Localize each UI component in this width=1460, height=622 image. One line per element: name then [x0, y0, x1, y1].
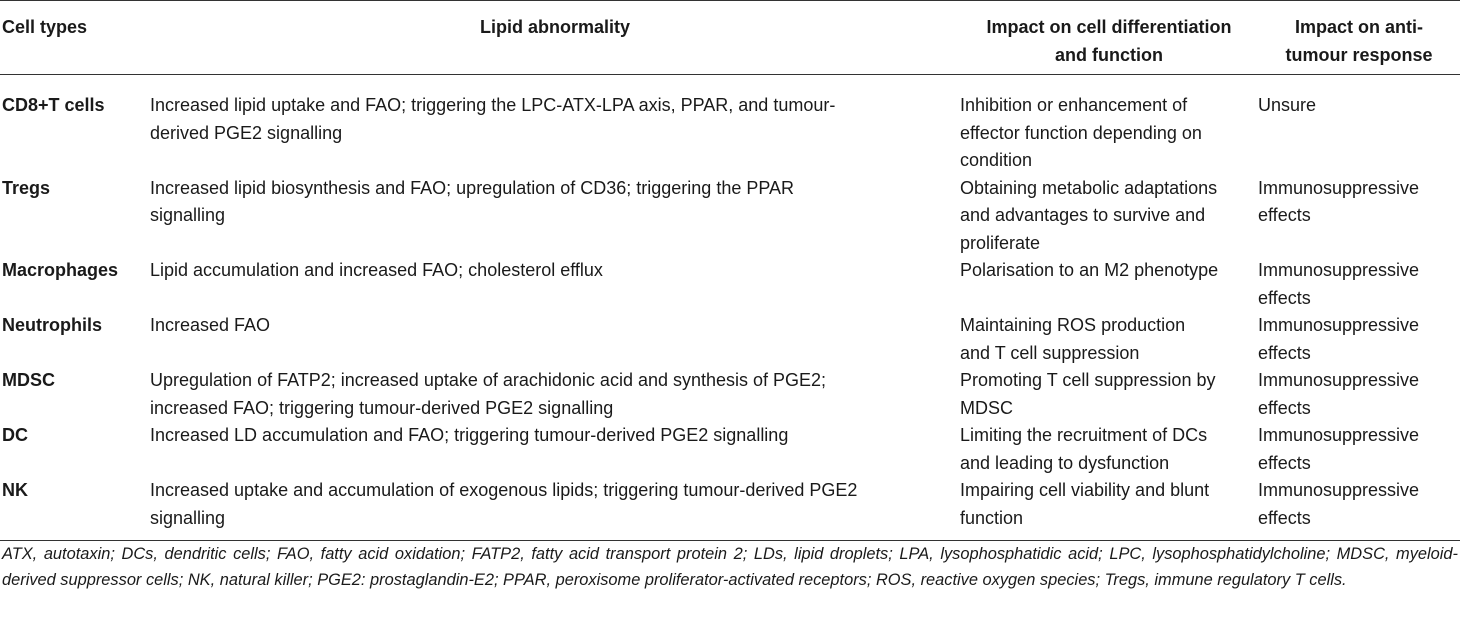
lipid-abnormality-cell: [150, 477, 960, 541]
differentiation-impact-cell-line: Obtaining metabolic adaptations: [960, 177, 1218, 198]
lipid-abnormality-cell: [150, 175, 960, 258]
anti-tumour-impact-cell: [1258, 75, 1460, 175]
lipid-abnormality-cell-line: signalling: [150, 205, 226, 225]
cell-type-name: NK: [0, 477, 150, 541]
table-row: [0, 312, 1460, 367]
differentiation-impact-cell-line: Maintaining ROS production: [960, 315, 1186, 335]
table-row: [0, 257, 1460, 312]
differentiation-impact-cell-line: condition: [960, 150, 1033, 170]
differentiation-impact-cell-line: MDSC: [960, 397, 1013, 418]
cell-type-name: CD8+T cells: [2, 95, 105, 115]
differentiation-impact-cell-line: function: [960, 507, 1024, 528]
anti-tumour-impact-cell-line: effects: [1258, 397, 1311, 418]
anti-tumour-impact-cell-line: effects: [1258, 205, 1311, 225]
lipid-abnormality-cell-line: increased FAO; triggering tumour-derived PGE2 signalling: [150, 397, 614, 418]
differentiation-impact-cell-line: Limiting the recruitment of DCs: [960, 425, 1208, 445]
cell-type-name: Macrophages: [2, 260, 119, 280]
table-row: [0, 367, 1460, 422]
cell-type-name: MDSC: [2, 370, 55, 390]
anti-tumour-impact-cell-line: effects: [1258, 342, 1311, 363]
lipid-abnormality-cell: [150, 422, 960, 477]
differentiation-impact-cell: [960, 257, 1258, 312]
lipid-abnormality-cell: [150, 75, 960, 175]
table-body: [0, 75, 1460, 541]
table-footnote: ATX, autotaxin; DCs, dendritic cells; FAO, fatty acid oxidation; FATP2, fatty acid transport protein 2; LDs, lipid droplets; LPA, lysophosphatidic acid; LPC, lysophosphatidylcholine; MDSC, myeloid-derived suppressor cells; NK, natural killer; PGE2: prostaglandin-E2; PPAR, peroxisome proliferator-activated receptors; ROS, reactive oxygen species; Tregs, immune regulatory T cells.: [2, 545, 1458, 589]
anti-tumour-impact-cell: [1258, 312, 1460, 367]
table-row: [0, 75, 1460, 175]
differentiation-impact-cell: [960, 75, 1258, 175]
lipid-abnormality-cell-line: Upregulation of FATP2; increased uptake of arachidonic acid and synthesis of PGE2;: [150, 370, 827, 390]
differentiation-impact-cell-line: Polarisation to an M2 phenotype: [960, 260, 1219, 280]
differentiation-impact-cell: [960, 312, 1258, 367]
table-row: [0, 477, 1460, 541]
differentiation-impact-cell-line: Inhibition or enhancement of: [960, 95, 1188, 115]
anti-tumour-impact-cell-line: Immunosuppressive: [1258, 425, 1420, 445]
anti-tumour-impact-cell: [1258, 422, 1460, 477]
lipid-abnormality-cell-line: Increased uptake and accumulation of exogenous lipids; triggering tumour-derived PGE2: [150, 480, 858, 500]
table-row: [0, 422, 1460, 477]
lipid-abnormality-cell: [150, 367, 960, 422]
lipid-abnormality-cell-line: Increased lipid uptake and FAO; triggering the LPC-ATX-LPA axis, PPAR, and tumour-: [150, 95, 836, 115]
anti-tumour-impact-cell: [1258, 257, 1460, 312]
differentiation-impact-cell: [960, 175, 1258, 258]
anti-tumour-impact-cell-line: Immunosuppressive: [1258, 480, 1420, 500]
header-impact-differentiation: Impact on cell differentiation and function: [960, 1, 1258, 75]
anti-tumour-impact-cell: [1258, 477, 1460, 541]
differentiation-impact-cell: [960, 477, 1258, 541]
table-header-row: [0, 1, 1460, 75]
lipid-abnormality-cell: [150, 257, 960, 312]
anti-tumour-impact-cell-line: effects: [1258, 287, 1311, 308]
differentiation-impact-cell-line: effector function depending on: [960, 122, 1202, 143]
anti-tumour-impact-cell: [1258, 175, 1460, 258]
differentiation-impact-cell-line: and advantages to survive and: [960, 205, 1206, 225]
lipid-abnormality-cell: [150, 312, 960, 367]
header-lipid-abnormality: Lipid abnormality: [150, 1, 960, 75]
anti-tumour-impact-cell: [1258, 367, 1460, 422]
anti-tumour-impact-cell-line: effects: [1258, 452, 1311, 473]
anti-tumour-impact-cell-line: Immunosuppressive: [1258, 315, 1420, 335]
differentiation-impact-cell-line: Impairing cell viability and blunt: [960, 480, 1210, 500]
anti-tumour-impact-cell-line: Immunosuppressive: [1258, 260, 1420, 280]
lipid-abnormality-cell-line: Increased LD accumulation and FAO; triggering tumour-derived PGE2 signalling: [150, 425, 789, 445]
anti-tumour-impact-cell-line: Immunosuppressive: [1258, 177, 1420, 198]
differentiation-impact-cell: [960, 367, 1258, 422]
differentiation-impact-cell: [960, 422, 1258, 477]
differentiation-impact-cell-line: and T cell suppression: [960, 342, 1140, 363]
lipid-abnormality-cell-line: derived PGE2 signalling: [150, 122, 343, 143]
differentiation-impact-cell-line: Promoting T cell suppression by: [960, 370, 1216, 390]
header-impact-anti-tumour: Impact on anti- tumour response: [1258, 1, 1460, 75]
anti-tumour-impact-cell-line: Immunosuppressive: [1258, 370, 1420, 390]
differentiation-impact-cell-line: and leading to dysfunction: [960, 452, 1170, 473]
lipid-abnormality-cell-line: Increased FAO: [150, 315, 271, 335]
lipid-abnormality-cell-line: signalling: [150, 507, 226, 528]
cell-type-name: Neutrophils: [2, 315, 103, 335]
anti-tumour-impact-cell-line: Unsure: [1258, 95, 1317, 115]
anti-tumour-impact-cell-line: effects: [1258, 507, 1311, 528]
differentiation-impact-cell-line: proliferate: [960, 232, 1041, 253]
header-cell-types: Cell types: [0, 1, 150, 75]
lipid-abnormality-cell-line: Lipid accumulation and increased FAO; cholesterol efflux: [150, 260, 603, 280]
table-row: [0, 175, 1460, 258]
lipid-abnormality-cell-line: Increased lipid biosynthesis and FAO; upregulation of CD36; triggering the PPAR: [150, 177, 795, 198]
cell-type-name: DC: [2, 425, 28, 445]
cell-type-name: Tregs: [2, 177, 51, 198]
